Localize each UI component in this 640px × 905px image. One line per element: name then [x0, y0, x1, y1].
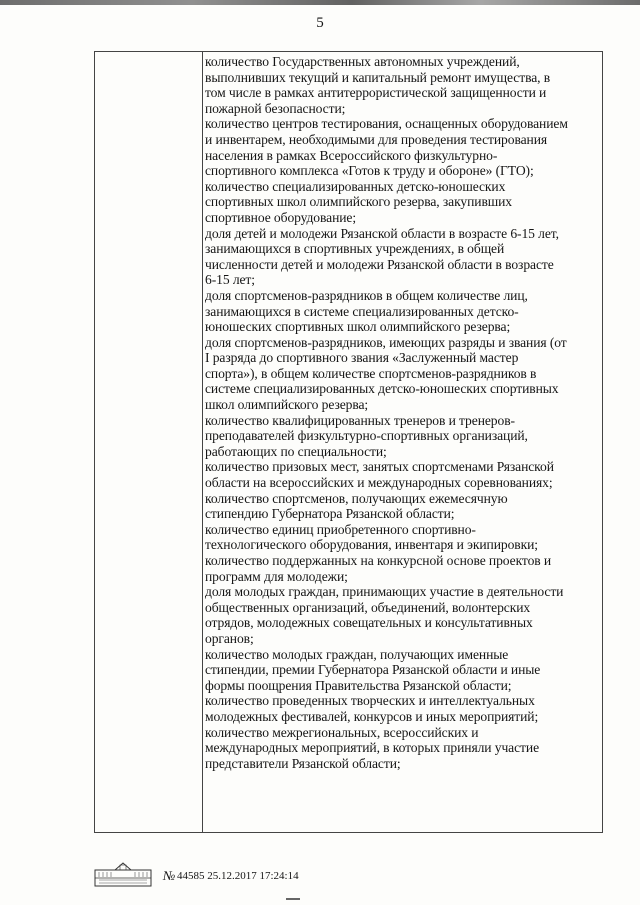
table-text-line: юношеских спортивных школ олимпийского резерва;: [205, 319, 511, 335]
table-text-line: доля детей и молодежи Рязанской области в возрасте 6-15 лет,: [205, 225, 559, 241]
registration-footer: [93, 860, 393, 890]
table-text-line: пожарной безопасности;: [205, 100, 346, 116]
table-text-line: формы поощрения Правительства Рязанской области;: [205, 677, 512, 693]
table-text-line: количество центров тестирования, оснащенных оборудованием: [205, 116, 568, 132]
table-text-line: том числе в рамках антитеррористической защищенности и: [205, 85, 547, 101]
table-text-line: количество призовых мест, занятых спортсменами Рязанской: [205, 459, 554, 475]
table-text-line: количество межрегиональных, всероссийских и: [205, 724, 479, 740]
registration-info: 44585 25.12.2017 17:24:14: [177, 870, 299, 882]
table-text-line: работающих по специальности;: [205, 443, 387, 459]
document-table: [94, 51, 603, 833]
table-text-line: количество молодых граждан, получающих именные: [205, 646, 509, 662]
table-text-line: выполнивших текущий и капитальный ремонт имущества, в: [205, 69, 551, 85]
table-text-line: численности детей и молодежи Рязанской области в возрасте: [205, 256, 554, 272]
table-text-line: количество проведенных творческих и интеллектуальных: [205, 693, 535, 709]
table-text-line: I разряда до спортивного звания «Заслуженный мастер: [205, 350, 519, 366]
table-text-line: доля спортсменов-разрядников, имеющих разряды и звания (от: [205, 334, 567, 350]
table-text-line: населения в рамках Всероссийского физкультурно-: [205, 147, 498, 163]
registry-stamp-icon: [93, 860, 153, 888]
table-text-line: количество Государственных автономных учреждений,: [205, 54, 520, 69]
table-text-line: органов;: [205, 630, 254, 646]
table-text-line: области на всероссийских и международных соревнованиях;: [205, 475, 553, 491]
table-text-line: отрядов, молодежных совещательных и консультативных: [205, 615, 533, 631]
table-text-line: спорта»), в общем количестве спортсменов-разрядников в: [205, 365, 537, 381]
table-text-line: количество квалифицированных тренеров и тренеров-: [205, 412, 515, 428]
table-text-line: доля спортсменов-разрядников в общем количестве лиц,: [205, 287, 528, 303]
table-text-line: системе специализированных детско-юношеских спортивных: [205, 381, 559, 397]
table-text-line: и инвентарем, необходимыми для проведения тестирования: [205, 131, 548, 147]
table-text-line: стипендию Губернатора Рязанской области;: [205, 506, 455, 522]
table-text-line: программ для молодежи;: [205, 568, 348, 584]
table-text-line: спортивное оборудование;: [205, 209, 357, 225]
table-text-line: занимающихся в спортивных учреждениях, в общей: [205, 241, 505, 257]
table-text-line: спортивных школ олимпийского резерва, закупивших: [205, 194, 513, 210]
table-text-line: спортивного комплекса «Готов к труду и обороне» (ГТО);: [205, 163, 534, 179]
table-text-line: количество поддержанных на конкурсной основе проектов и: [205, 553, 552, 568]
table-text-line: общественных организаций, объединений, волонтерских: [205, 599, 531, 615]
table-text-line: количество спортсменов, получающих ежемесячную: [205, 490, 508, 506]
table-text-line: занимающихся в системе специализированных детско-: [205, 303, 519, 319]
table-right-column: [205, 54, 599, 771]
table-text-line: 6-15 лет;: [205, 272, 255, 288]
table-text-line: доля молодых граждан, принимающих участие в деятельности: [205, 584, 564, 600]
table-text-line: количество специализированных детско-юношеских: [205, 178, 506, 194]
scan-edge: [0, 0, 640, 5]
table-text-line: стипендии, премии Губернатора Рязанской области и иные: [205, 662, 541, 678]
page-number: 5: [316, 15, 324, 31]
table-text-line: количество единиц приобретенного спортивно-: [205, 521, 476, 537]
table-text-line: школ олимпийского резерва;: [205, 397, 369, 413]
table-text-line: технологического оборудования, инвентаря и экипировки;: [205, 537, 538, 553]
number-sign: №: [163, 868, 176, 883]
table-text-line: преподавателей физкультурно-спортивных организаций,: [205, 428, 528, 444]
table-text-line: молодежных фестивалей, конкурсов и иных мероприятий;: [205, 708, 539, 724]
table-text-line: международных мероприятий, в которых приняли участие: [205, 740, 539, 756]
table-left-column: [95, 52, 203, 832]
scan-mark: [286, 898, 300, 900]
table-text-line: представители Рязанской области;: [205, 755, 401, 771]
